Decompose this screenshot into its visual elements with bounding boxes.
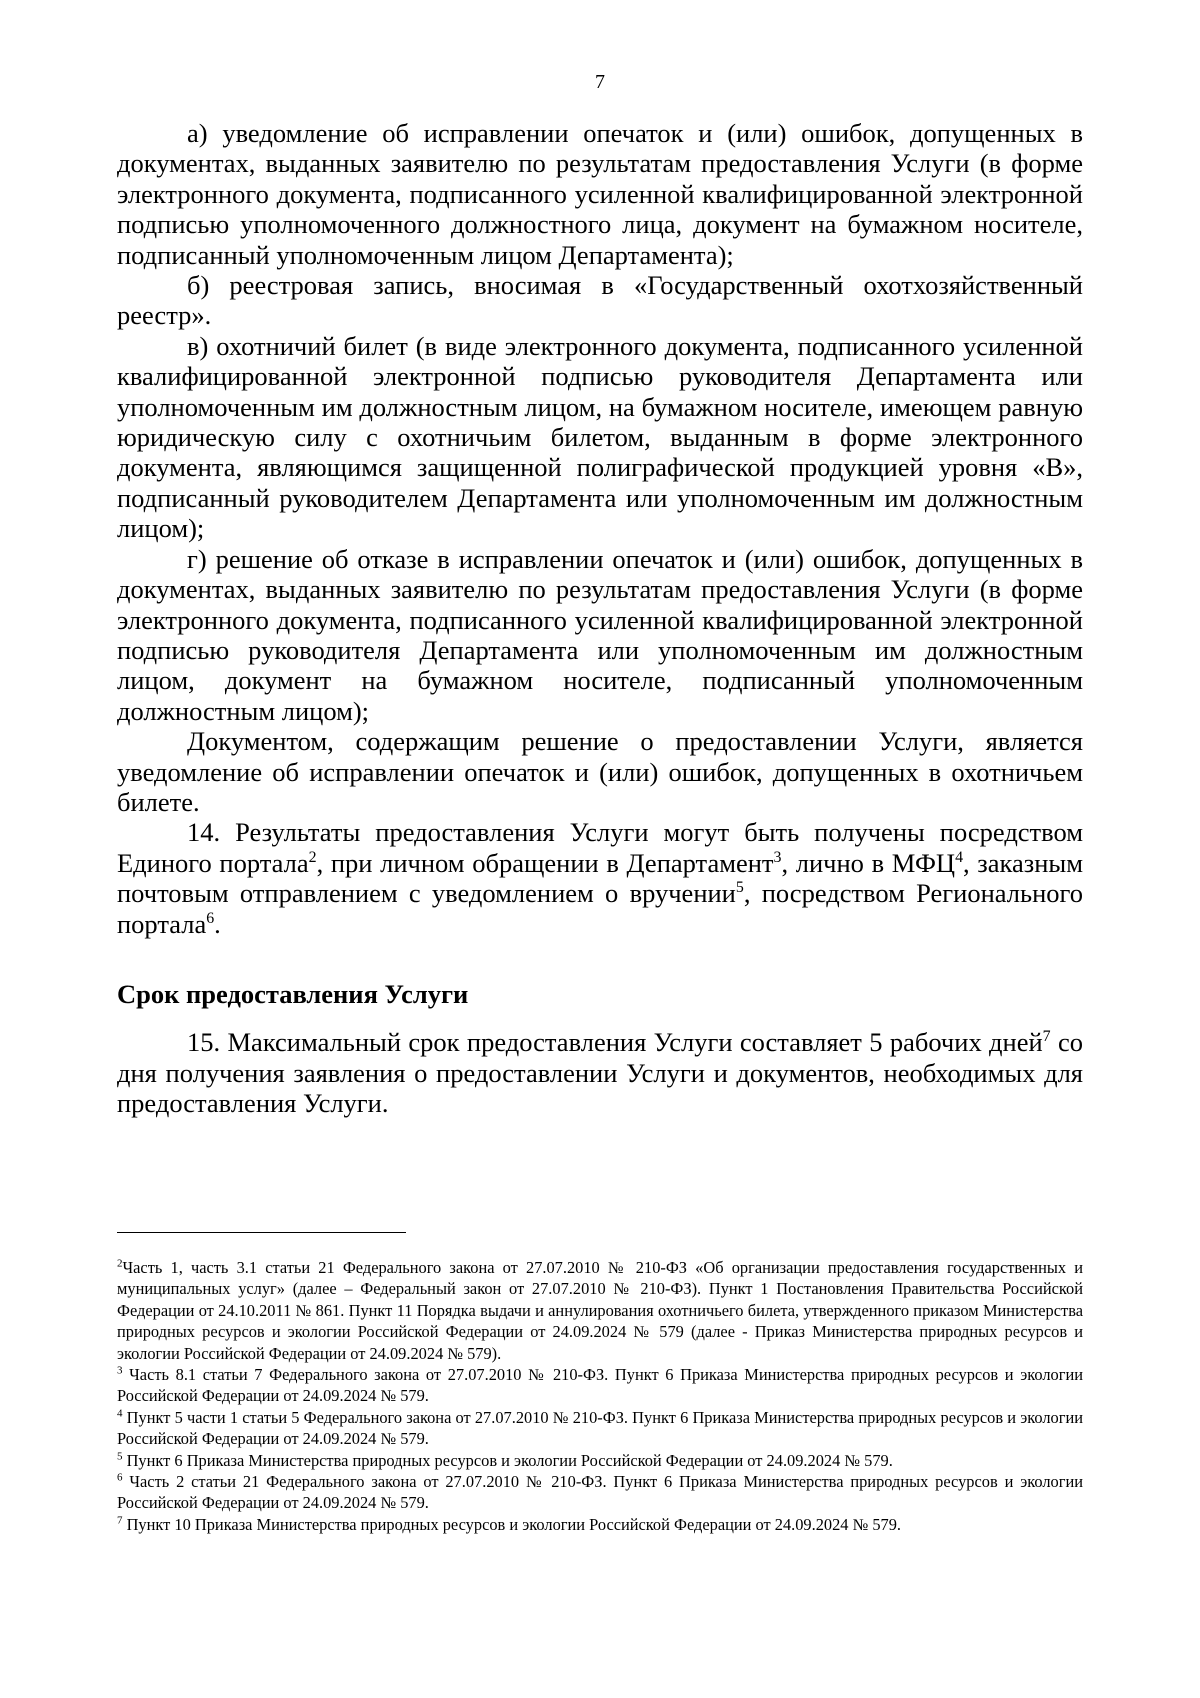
footnote-5 [117,1450,1083,1471]
p15-text-1: 15. Максимальный срок предоставления Услуги составляет 5 рабочих дней [187,1027,1043,1058]
paragraph-14 [117,817,1083,939]
p15-text-2: со дня получения заявления о предоставлении Услуги и документов, необходимых для предоставления Услуги. [117,1027,1084,1119]
paragraph-g: г) решение об отказе в исправлении опечаток и (или) ошибок, допущенных в документах, выданных заявителю по результатам предоставления Услуги (в форме электронного документа, подписанного усиленной квалифицированной электронной подписью руководителя Департамента или уполномоченным им должностным лицом, документ на бумажном носителе, подписанный уполномоченным должностным лицом); [117,543,1083,726]
footnote-mark: 2 [117,1257,123,1270]
paragraph-15 [117,1027,1083,1118]
footnote-6 [117,1471,1083,1514]
footnote-ref-4: 4 [955,848,964,866]
footnote-2 [117,1257,1083,1364]
footnote-ref-3: 3 [773,848,782,866]
footnote-text: Часть 2 статьи 21 Федерального закона от 27.07.2010 № 210-ФЗ. Пункт 6 Приказа Министерства природных ресурсов и экологии Российской Федерации от 24.09.2024 № 579. [117,1472,1083,1513]
footnote-ref-5: 5 [735,879,744,897]
document-body [117,118,1083,1119]
footnote-4 [117,1407,1083,1450]
footnote-mark: 5 [117,1450,123,1463]
paragraph-b: б) реестровая запись, вносимая в «Государственный охотхозяйственный реестр». [117,270,1083,331]
paragraph-v: в) охотничий билет (в виде электронного документа, подписанного усиленной квалифицированной электронной подписью руководителя Департамента или уполномоченным им должностным лицом, на бумажном носителе, имеющем равную юридическую силу с охотничьим билетом, выданным в форме электронного документа, являющимся защищенной полиграфической продукцией уровня «В», подписанный руководителем Департамента или уполномоченным им должностным лицом); [117,330,1083,544]
page-number: 7 [595,71,605,93]
footnote-text: Пункт 5 части 1 статьи 5 Федерального закона от 27.07.2010 № 210-ФЗ. Пункт 6 Приказа Министерства природных ресурсов и экологии Российской Федерации от 24.09.2024 № 579. [117,1407,1083,1449]
footnote-separator [117,1232,406,1233]
paragraph-decision-document: Документом, содержащим решение о предоставлении Услуги, является уведомление об исправлении опечаток и (или) ошибок, допущенных в охотничьем билете. [117,726,1083,817]
footnote-3 [117,1364,1083,1407]
footnote-ref-7: 7 [1042,1028,1051,1046]
p14-text-5: , посредством Регионального портала [117,878,1083,939]
footnote-mark: 3 [117,1364,123,1377]
footnote-text: Часть 1, часть 3.1 статьи 21 Федерального закона от 27.07.2010 № 210-ФЗ «Об организации предоставления государственных и муниципальных услуг» (далее – Федеральный закон от 27.07.2010 № 210-ФЗ). Пункт 1 Постановления Правительства Российской Федерации от 24.10.2011 № 861. Пункт 11 Порядка выдачи и аннулирования охотничьего билета, утвержденного приказом Министерства природных ресурсов и экологии Российской Федерации от 24.09.2024 № 579 (далее - Приказ Министерства природных ресурсов и экологии Российской Федерации от 24.09.2024 № 579). [117,1258,1083,1363]
paragraph-a: а) уведомление об исправлении опечаток и (или) ошибок, допущенных в документах, выданных заявителю по результатам предоставления Услуги (в форме электронного документа, подписанного усиленной квалифицированной электронной подписью уполномоченного должностного лица, документ на бумажном носителе, подписанный уполномоченным лицом Департамента); [117,118,1083,270]
section-heading: Срок предоставления Услуги [117,978,469,1009]
footnote-mark: 4 [117,1407,123,1420]
footnote-text: Часть 8.1 статьи 7 Федерального закона от 27.07.2010 № 210-ФЗ. Пункт 6 Приказа Министерства природных ресурсов и экологии Российской Федерации от 24.09.2024 № 579. [117,1365,1083,1406]
footnote-mark: 6 [117,1471,123,1484]
footnote-ref-2: 2 [308,848,317,866]
footnote-7 [117,1514,1083,1535]
footnote-mark: 7 [117,1514,123,1527]
footnotes [117,1257,1083,1535]
p14-text-4: , заказным почтовым отправлением с уведомлением о вручении [117,847,1083,909]
footnote-text: Пункт 10 Приказа Министерства природных ресурсов и экологии Российской Федерации от 24.09.2024 № 579. [122,1514,902,1534]
footnote-ref-6: 6 [206,909,215,927]
p14-text-1: 14. Результаты предоставления Услуги могут быть получены посредством Единого портала [117,817,1083,878]
p14-text-3: , лично в МФЦ [781,847,956,878]
footnote-text: Пункт 6 Приказа Министерства природных ресурсов и экологии Российской Федерации от 24.09.2024 № 579. [122,1450,893,1470]
p14-text-6: . [214,908,221,939]
p14-text-2: , при личном обращении в Департамент [316,847,774,878]
